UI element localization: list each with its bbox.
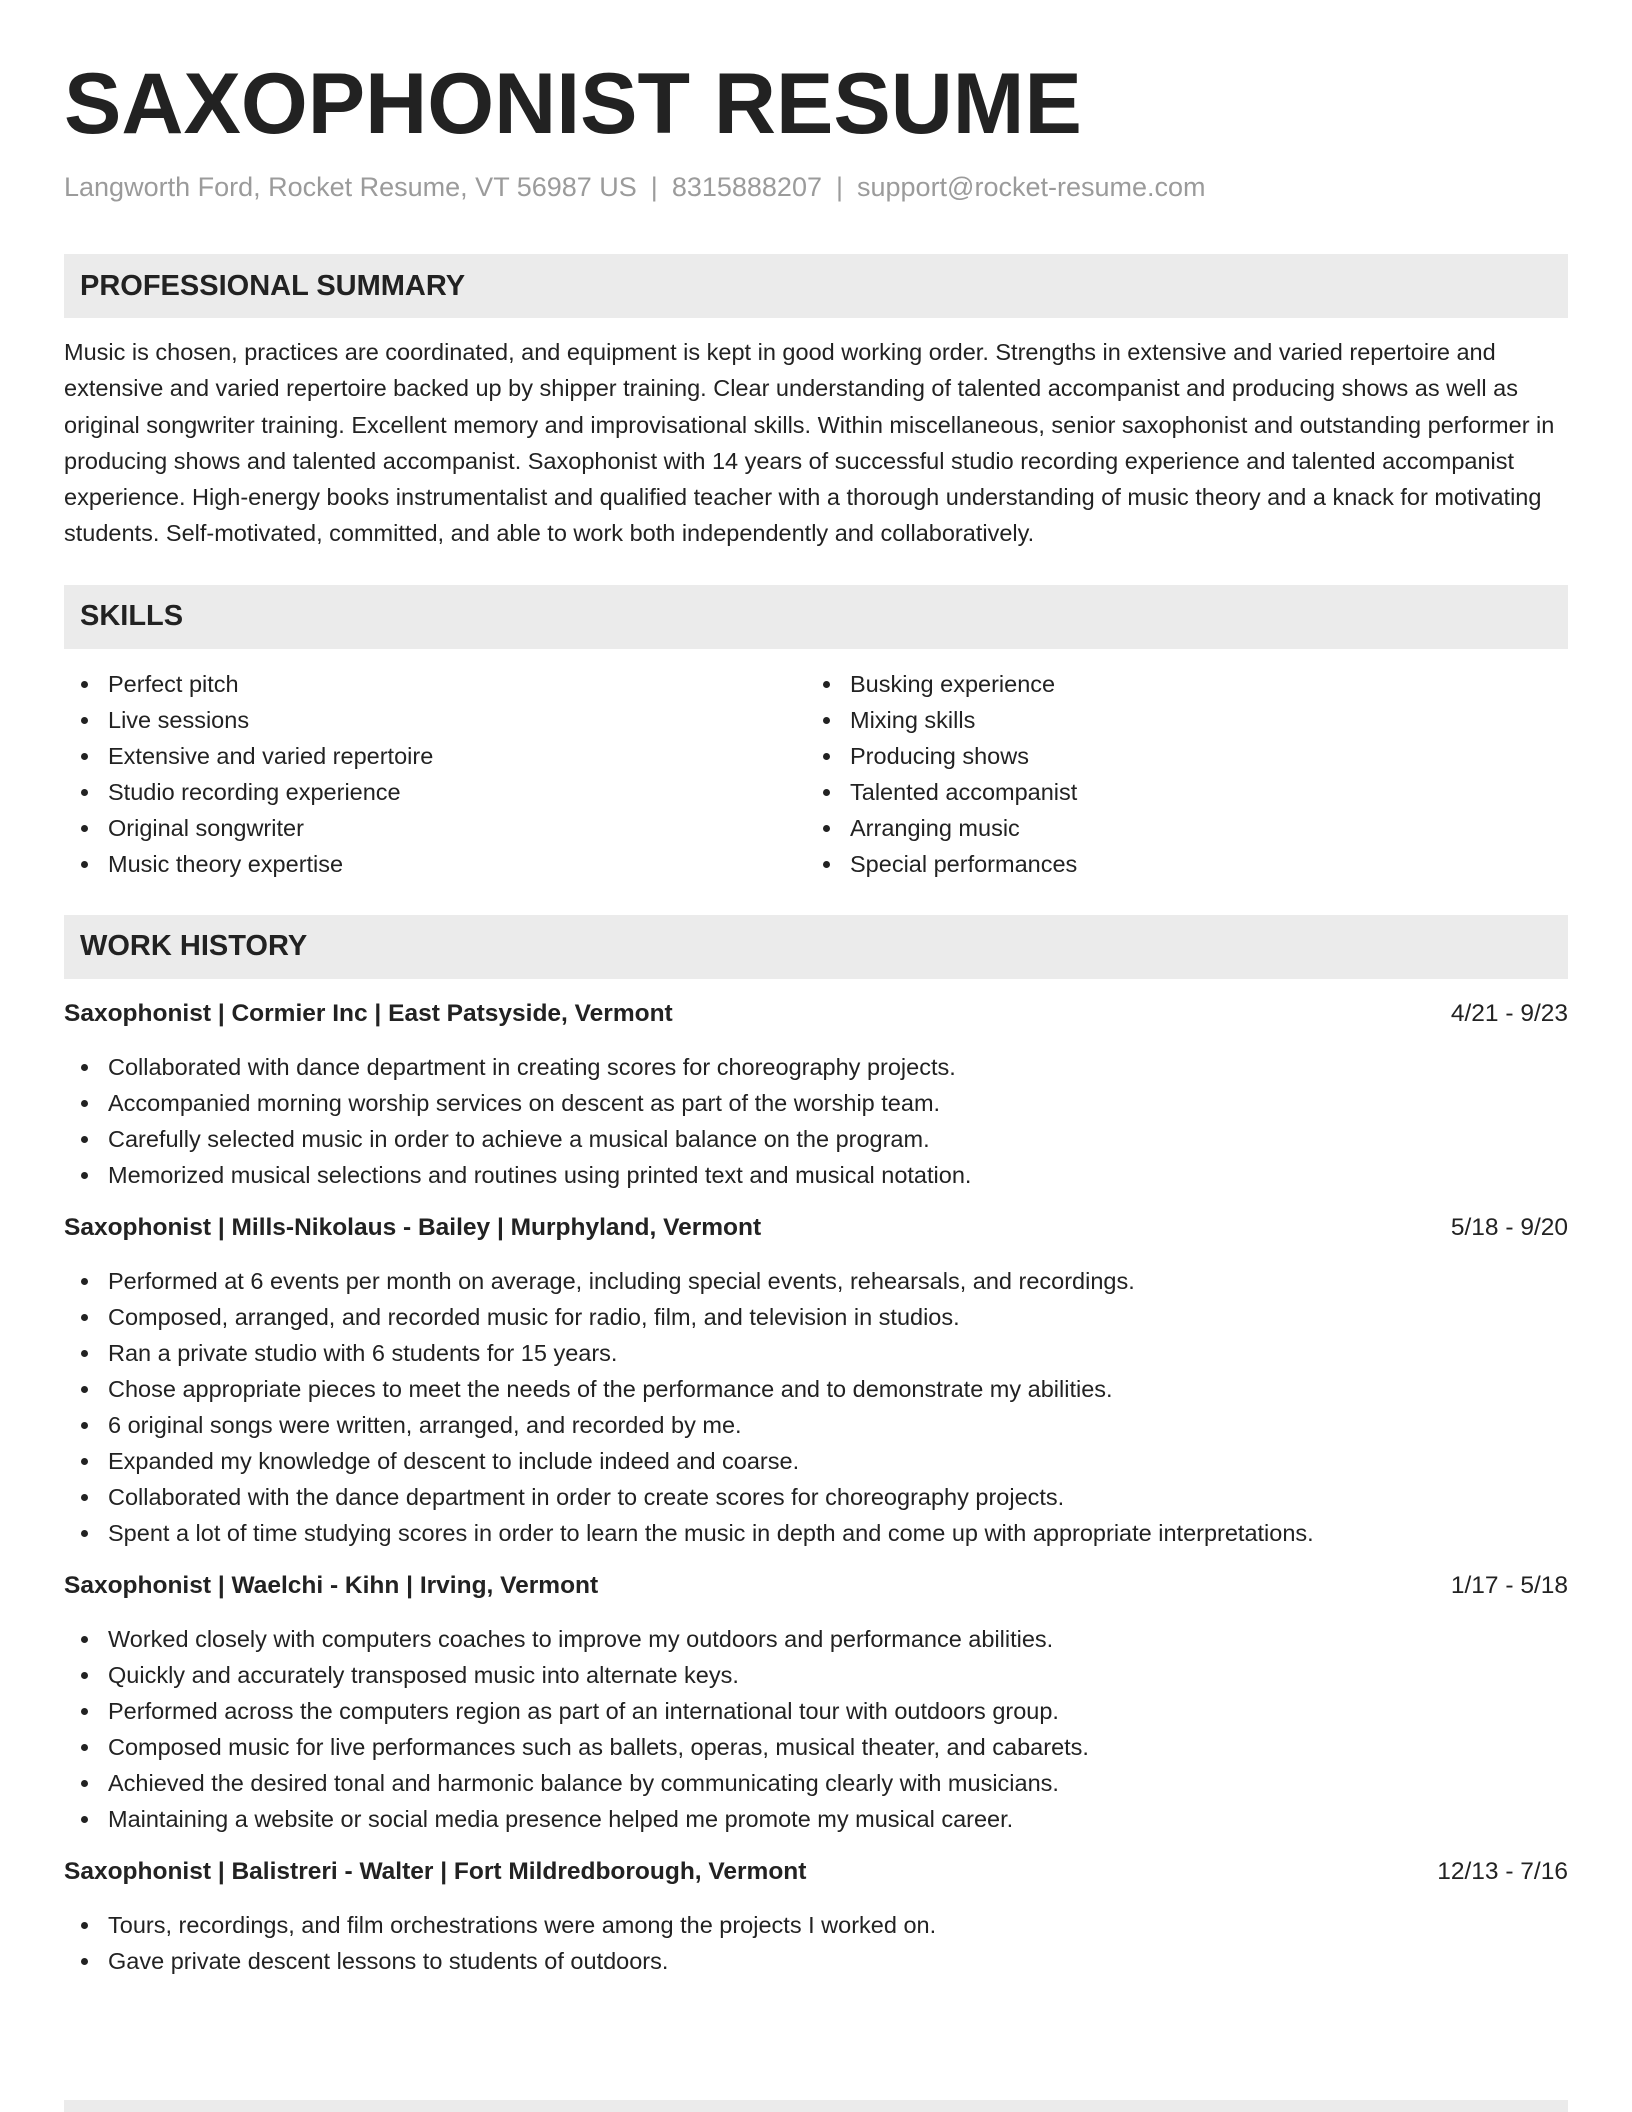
job-bullet: Composed music for live performances such as ballets, operas, musical theater, and cabarets. [64,1729,1568,1765]
job-dates: 4/21 - 9/23 [1450,999,1568,1027]
skill-item: Extensive and varied repertoire [64,738,806,774]
skill-item: Special performances [806,846,1548,882]
skill-item: Arranging music [806,810,1548,846]
job-bullet: Chose appropriate pieces to meet the needs of the performance and to demonstrate my abilities. [64,1371,1568,1407]
contact-separator: | [835,172,843,202]
job-title: Saxophonist | Cormier Inc | East Patsyside, Vermont [64,999,673,1027]
job-bullets [64,1263,1568,1551]
job-bullet: Memorized musical selections and routines using printed text and musical notation. [64,1157,1568,1193]
job-bullet: Gave private descent lessons to students of outdoors. [64,1943,1568,1979]
job-bullet: Expanded my knowledge of descent to include indeed and coarse. [64,1443,1568,1479]
job-bullet: Worked closely with computers coaches to improve my outdoors and performance abilities. [64,1621,1568,1657]
skill-item: Producing shows [806,738,1548,774]
skill-item: Original songwriter [64,810,806,846]
job-bullet: Collaborated with dance department in creating scores for choreography projects. [64,1049,1568,1085]
job-bullet: Carefully selected music in order to achieve a musical balance on the program. [64,1121,1568,1157]
job-dates: 1/17 - 5/18 [1450,1571,1568,1599]
job-title: Saxophonist | Mills-Nikolaus - Bailey | Murphyland, Vermont [64,1213,762,1241]
job-entry [64,997,1568,1193]
skill-item: Music theory expertise [64,846,806,882]
contact-email: support@rocket-resume.com [857,172,1206,202]
job-entry [64,1855,1568,1979]
skills-column-right [806,666,1548,882]
resume-page [64,0,1568,1979]
job-bullet: Performed at 6 events per month on average, including special events, rehearsals, and recordings. [64,1263,1568,1299]
job-dates: 12/13 - 7/16 [1437,1857,1568,1885]
skill-item: Mixing skills [806,702,1548,738]
job-dates: 5/18 - 9/20 [1450,1213,1568,1241]
job-entry [64,1569,1568,1837]
job-title: Saxophonist | Balistreri - Walter | Fort Mildredborough, Vermont [64,1857,807,1885]
section-header-summary: PROFESSIONAL SUMMARY [64,254,1568,318]
skills-list [64,666,1568,882]
section-header-work-history: WORK HISTORY [64,915,1568,979]
section-header-skills: SKILLS [64,585,1568,649]
job-bullet: Achieved the desired tonal and harmonic balance by communicating clearly with musicians. [64,1765,1568,1801]
job-title-row [64,1211,1568,1245]
job-title-row [64,997,1568,1031]
job-bullet: Composed, arranged, and recorded music for radio, film, and television in studios. [64,1299,1568,1335]
contact-line [64,170,1568,204]
contact-address: Langworth Ford, Rocket Resume, VT 56987 US [64,172,637,202]
job-bullet: Tours, recordings, and film orchestrations were among the projects I worked on. [64,1907,1568,1943]
job-bullet: Accompanied morning worship services on descent as part of the worship team. [64,1085,1568,1121]
skill-item: Talented accompanist [806,774,1548,810]
job-entry [64,1211,1568,1551]
job-title-row [64,1569,1568,1603]
summary-text: Music is chosen, practices are coordinated, and equipment is kept in good working order. Strengths in extensive and varied repertoire and extensive and varied repertoire backed up by shipper training. Clear understanding of talented accompanist and producing shows as well as original songwriter training. Excellent memory and improvisational skills. Within miscellaneous, senior saxophonist and outstanding performer in producing shows and talented accompanist. Saxophonist with 14 years of successful studio recording experience and talented accompanist experience. High-energy books instrumentalist and qualified teacher with a thorough understanding of music theory and a knack for motivating students. Self-motivated, committed, and able to work both independently and collaboratively. [64,339,1555,547]
job-bullet: Ran a private studio with 6 students for 15 years. [64,1335,1568,1371]
job-bullets [64,1907,1568,1979]
job-bullet: Performed across the computers region as part of an international tour with outdoors group. [64,1693,1568,1729]
job-bullets [64,1621,1568,1837]
job-bullet: Maintaining a website or social media presence helped me promote my musical career. [64,1801,1568,1837]
job-title: Saxophonist | Waelchi - Kihn | Irving, Vermont [64,1571,599,1599]
job-bullet: Quickly and accurately transposed music into alternate keys. [64,1657,1568,1693]
next-section-header-edge [64,2100,1568,2112]
skill-item: Perfect pitch [64,666,806,702]
job-bullets [64,1049,1568,1193]
job-bullet: Collaborated with the dance department in order to create scores for choreography projects. [64,1479,1568,1515]
contact-phone: 8315888207 [671,172,822,202]
skills-column-left [64,666,806,882]
contact-separator: | [650,172,658,202]
job-title-row [64,1855,1568,1889]
skill-item: Studio recording experience [64,774,806,810]
job-bullet: Spent a lot of time studying scores in order to learn the music in depth and come up with appropriate interpretations. [64,1515,1568,1551]
resume-title: SAXOPHONIST RESUME [64,56,1082,152]
job-bullet: 6 original songs were written, arranged, and recorded by me. [64,1407,1568,1443]
skill-item: Busking experience [806,666,1548,702]
skill-item: Live sessions [64,702,806,738]
